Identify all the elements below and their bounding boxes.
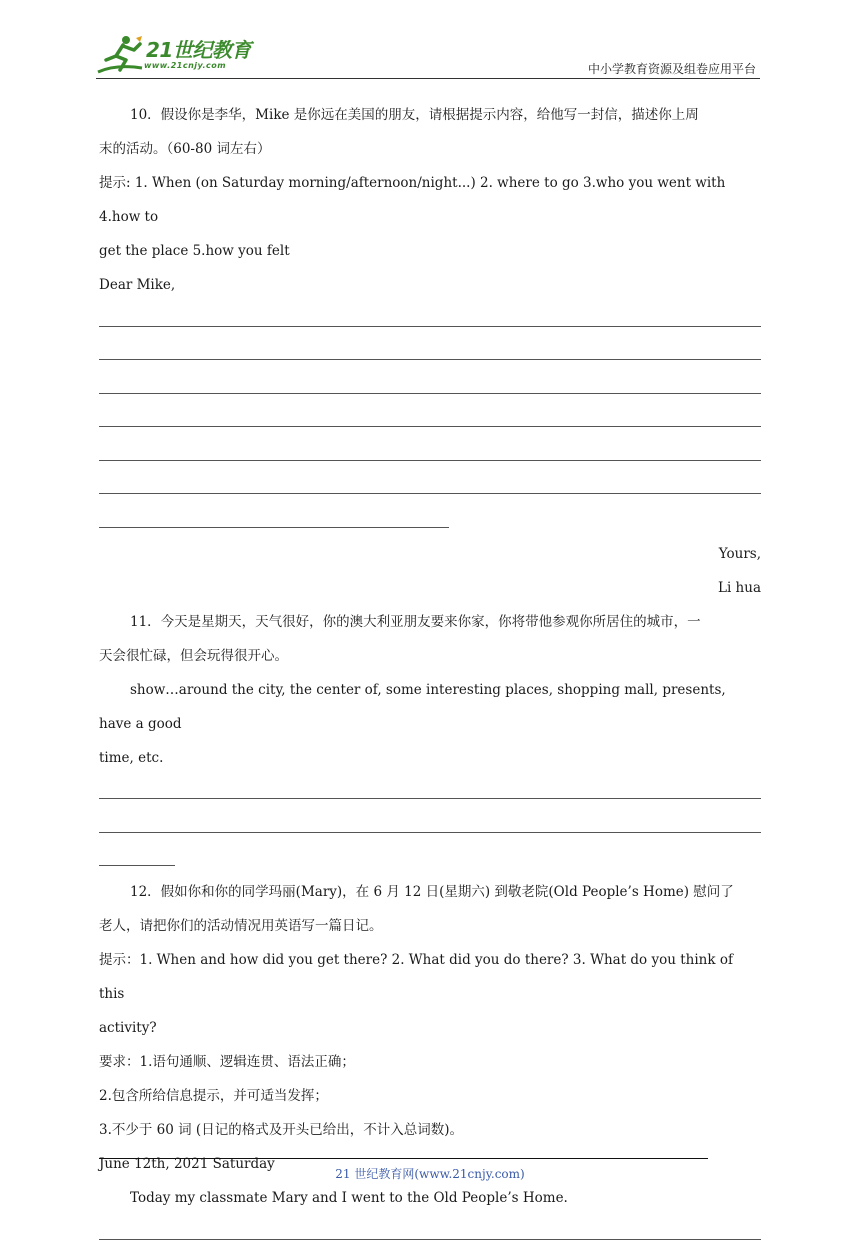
header-platform-title: 中小学教育资源及组卷应用平台	[587, 62, 756, 76]
answer-line	[99, 775, 761, 809]
q11-prompt-line1: 11．今天是星期天，天气很好，你的澳大利亚朋友要来你家，你将带他参观你所居住的城市，一	[130, 613, 701, 630]
logo-text: 21世纪教育	[146, 38, 251, 62]
q12-prompt-line1: 12．假如你和你的同学玛丽(Mary)，在 6 月 12 日(星期六) 到敬老院(Old People’s Home) 慰问了	[130, 884, 734, 900]
answer-line	[99, 470, 761, 504]
document-body	[99, 98, 761, 1249]
q11-prompt-line2: 天会很忙碌，但会玩得很开心。	[99, 647, 288, 664]
header-divider	[96, 78, 760, 79]
q12-hint-line2: activity?	[99, 1020, 157, 1036]
site-logo	[96, 34, 266, 76]
page-header	[96, 30, 760, 78]
footer-text: 21 世纪教育网(www.21cnjy.com)	[335, 1167, 525, 1181]
answer-line	[99, 808, 761, 842]
answer-line	[99, 302, 761, 336]
q10-hint-line1: 提示: 1. When (on Saturday morning/afternoon/night...) 2. where to go 3.who you went with 4.how to	[99, 175, 726, 225]
q12-diary-opening: Today my classmate Mary and I went to the Old People’s Home.	[130, 1190, 568, 1206]
runner-icon	[96, 34, 146, 76]
answer-line	[99, 403, 761, 437]
q11-words-line1: show…around the city, the center of, some interesting places, shopping mall, presents, have a good	[99, 681, 726, 732]
q10-closing: Yours,	[718, 545, 761, 562]
q12-requirement-1: 要求：1.语句通顺、逻辑连贯、语法正确；	[99, 1054, 355, 1070]
q12-requirement-3: 3.不少于 60 词 (日记的格式及开头已给出，不计入总词数)。	[99, 1122, 463, 1138]
answer-line	[99, 436, 761, 470]
answer-line	[99, 369, 761, 403]
answer-line	[99, 336, 761, 370]
q10-prompt-line2: 末的活动。（60-80 词左右）	[99, 141, 271, 157]
q10-hint-line2: get the place 5.how you felt	[99, 243, 290, 259]
q10-prompt-line1: 10．假设你是李华，Mike 是你远在美国的朋友，请根据提示内容，给他写一封信，描述你上周	[130, 107, 699, 123]
answer-line	[99, 1215, 761, 1249]
logo-url: www.21cnjy.com	[144, 61, 227, 70]
q12-diary-date: June 12th, 2021 Saturday	[99, 1156, 275, 1172]
q10-signature: Li hua	[717, 579, 761, 596]
q11-words-line2: time, etc.	[99, 749, 164, 766]
q12-hint-line1: 提示：1. When and how did you get there? 2. What did you do there? 3. What do you think of this	[99, 952, 733, 1002]
q12-prompt-line2: 老人，请把你们的活动情况用英语写一篇日记。	[99, 918, 383, 934]
q12-requirement-2: 2.包含所给信息提示，并可适当发挥；	[99, 1088, 328, 1104]
footer-divider	[99, 1158, 708, 1159]
answer-line	[99, 842, 761, 876]
answer-line	[99, 503, 761, 537]
q10-greeting: Dear Mike,	[99, 277, 176, 293]
